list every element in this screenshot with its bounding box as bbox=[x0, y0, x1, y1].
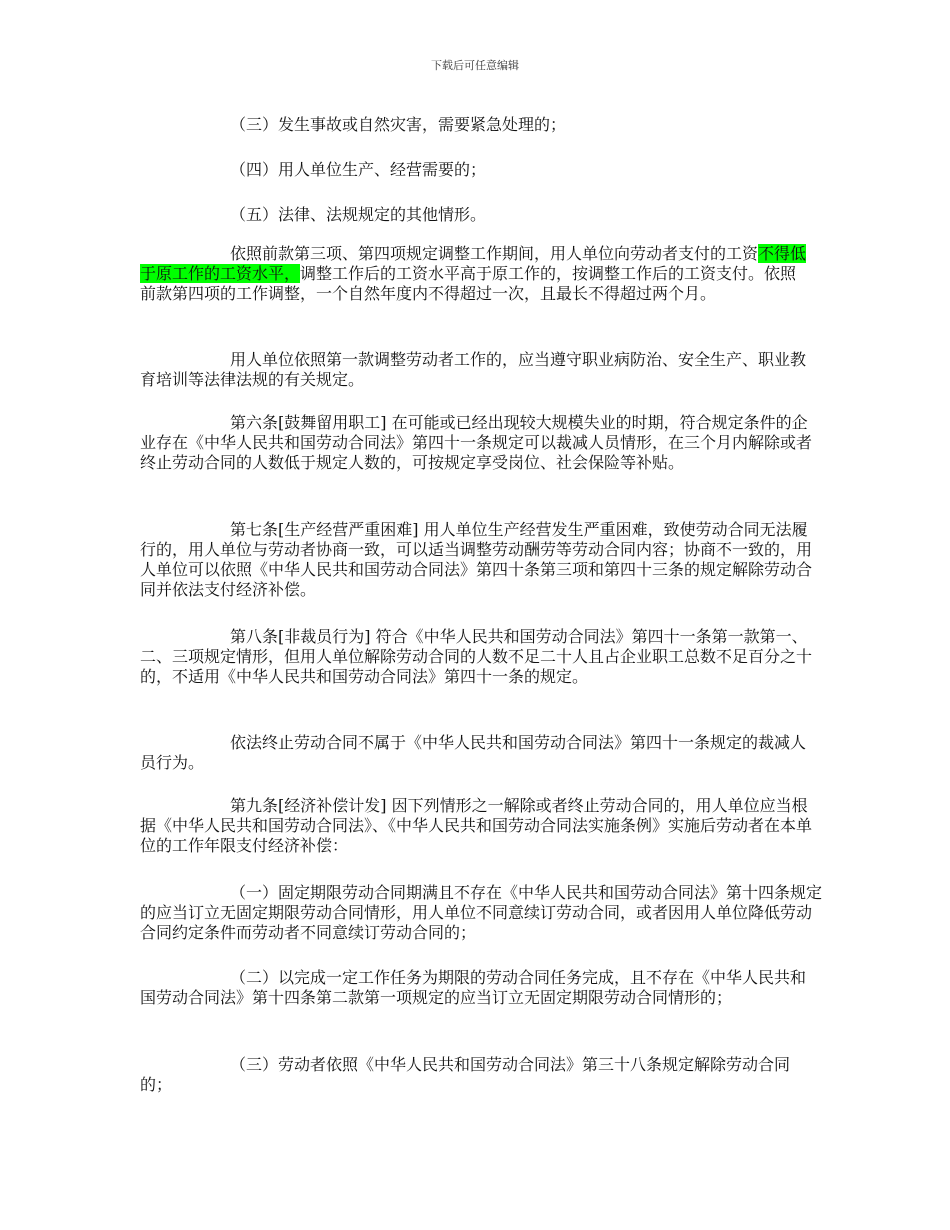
page-header: 下载后可任意编辑 bbox=[431, 59, 519, 72]
paragraph-item-5: （五）法律、法规规定的其他情形。 bbox=[230, 205, 487, 224]
paragraph-compensation-item-3: （三）劳动者依照《中华人民共和国劳动合同法》第三十八条规定解除劳动合同的； bbox=[140, 1055, 791, 1094]
highlighted-text: 不得低于原工作的工资水平， bbox=[140, 244, 807, 283]
paragraph-item-4: （四）用人单位生产、经营需要的； bbox=[230, 160, 487, 179]
paragraph-text: 调整工作后的工资水平高于原工作的，按调整工作后的工资支付。依照前款第四项的工作调整，一个自然年度内不得超过一次，且最长不得超过两个月。 bbox=[140, 264, 797, 303]
paragraph-wage-adjustment bbox=[140, 244, 812, 304]
paragraph-compliance: 用人单位依照第一款调整劳动者工作的，应当遵守职业病防治、安全生产、职业教育培训等法律法规的有关规定。 bbox=[140, 350, 807, 389]
paragraph-article-7: 第七条[生产经营严重困难] 用人单位生产经营发生严重困难，致使劳动合同无法履行的，用人单位与劳动者协商一致，可以适当调整劳动酬劳等劳动合同内容；协商不一致的，用人单位可以依照《中华人民共和国劳动合同法》第四十条第三项和第四十三条的规定解除劳动合同并依法支付经济补偿。 bbox=[140, 520, 813, 599]
paragraph-article-8: 第八条[非裁员行为] 符合《中华人民共和国劳动合同法》第四十一条第一款第一、二、三项规定情形，但用人单位解除劳动合同的人数不足二十人且占企业职工总数不足百分之十的，不适用《中华人民共和国劳动合同法》第四十一条的规定。 bbox=[140, 627, 813, 686]
paragraph-termination: 依法终止劳动合同不属于《中华人民共和国劳动合同法》第四十一条规定的裁减人员行为。 bbox=[140, 733, 807, 772]
paragraph-item-3: （三）发生事故或自然灾害，需要紧急处理的； bbox=[230, 115, 567, 134]
paragraph-text: 依照前款第三项、第四项规定调整工作期间，用人单位向劳动者支付的工资 bbox=[230, 244, 759, 263]
paragraph-article-6: 第六条[鼓舞留用职工] 在可能或已经出现较大规模失业的时期，符合规定条件的企业存在《中华人民共和国劳动合同法》第四十一条规定可以裁减人员情形，在三个月内解除或者终止劳动合同的人数低于规定人数的，可按规定享受岗位、社会保险等补贴。 bbox=[140, 413, 813, 472]
paragraph-compensation-item-1: （一）固定期限劳动合同期满且不存在《中华人民共和国劳动合同法》第十四条规定的应当订立无固定期限劳动合同情形，用人单位不同意续订劳动合同，或者因用人单位降低劳动合同约定条件而劳动者不同意续订劳动合同的； bbox=[140, 883, 823, 942]
paragraph-compensation-item-2: （二）以完成一定工作任务为期限的劳动合同任务完成，且不存在《中华人民共和国劳动合同法》第十四条第二款第一项规定的应当订立无固定期限劳动合同情形的； bbox=[140, 968, 807, 1007]
paragraph-article-9: 第九条[经济补偿计发] 因下列情形之一解除或者终止劳动合同的，用人单位应当根据《中华人民共和国劳动合同法》、《中华人民共和国劳动合同法实施条例》实施后劳动者在本单位的工作年限支付经济补偿： bbox=[140, 796, 813, 855]
